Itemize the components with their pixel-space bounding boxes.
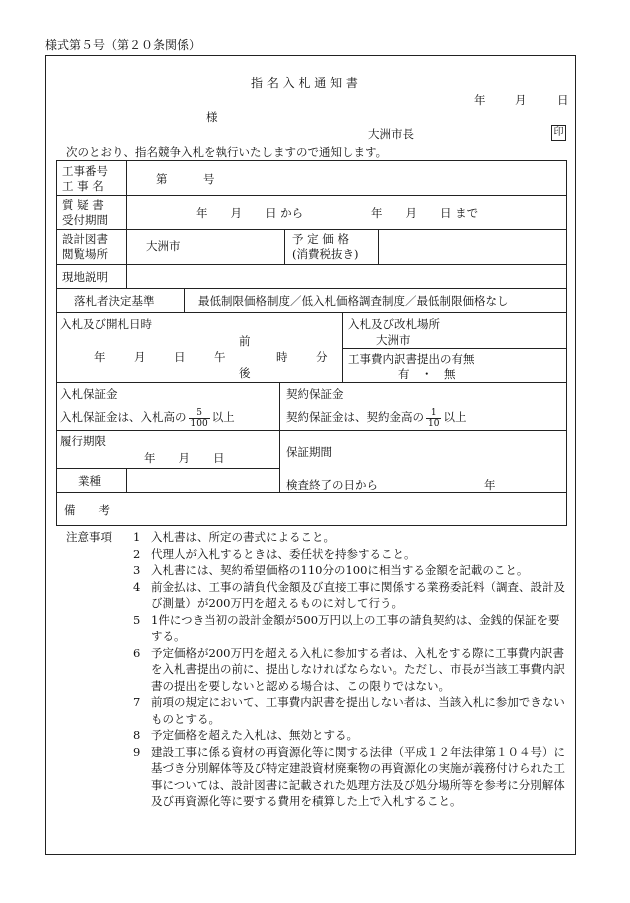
note-text: 入札書には、契約希望価格の110分の100に相当する金額を記載のこと。: [151, 563, 529, 577]
place-label: 入札及び改札場所: [348, 317, 440, 331]
breakdown-value: 有 ・ 無: [398, 367, 456, 381]
question-label-2: 受付期間: [62, 213, 108, 227]
remarks-label: 備 考: [64, 503, 110, 517]
note-number: 2: [133, 546, 141, 561]
date-day: 日: [557, 93, 569, 107]
note-number: 9: [133, 744, 141, 759]
planned-price-label: 予 定 価 格: [292, 232, 349, 246]
contract-guarantee-suffix: 以上: [443, 410, 467, 424]
sender: 大洲市長: [368, 127, 414, 141]
breakdown-label: 工事費内訳書提出の有無: [348, 352, 475, 366]
note-item: [133, 529, 571, 546]
warranty-year: 年: [484, 478, 496, 492]
question-label-1: 質 疑 書: [62, 198, 104, 212]
note-text: 予定価格が200万円を超える入札に参加する者は、入札をする際に工事費内訳書を入札書提出の前に、提出しなければならない。ただし、市長が当該工事費内訳書の提出を要しないと認める場合は、この限りではない。: [151, 645, 565, 693]
note-text: 1件につき当初の設計金額が500万円以上の工事の請負契約は、金銭的保証を要する。: [151, 612, 560, 643]
contract-guarantee-den: 10: [428, 418, 440, 429]
contract-guarantee-label: 契約保証金: [286, 387, 344, 401]
design-label-1: 設計図書: [62, 232, 108, 246]
warranty-from: 検査終了の日から: [286, 478, 378, 492]
info-table: [56, 160, 567, 526]
note-item: [133, 546, 571, 563]
contract-guarantee-text: 契約保証金は、契約金高の: [286, 410, 424, 424]
bid-guarantee-fraction: [189, 408, 210, 429]
period-to: 年 月 日 まで: [371, 206, 479, 220]
note-text: 前金払は、工事の請負代金額及び直接工事に関係する業務委託料（調査、設計及び測量）が200万円を超えるものに対して行う。: [151, 579, 565, 610]
note-item: [133, 744, 571, 810]
design-label-2: 閲覧場所: [62, 247, 108, 261]
deadline-value: 年 月 日: [144, 451, 225, 465]
opening-hour: 時: [276, 350, 288, 364]
opening-noon: 午: [214, 350, 226, 364]
note-number: 3: [133, 563, 141, 577]
contract-guarantee-rule: [286, 406, 466, 429]
opening-pm: 後: [239, 366, 251, 380]
work-no-dai: 第: [156, 172, 168, 186]
notes-label: 注意事項: [66, 530, 112, 544]
note-number: 6: [133, 645, 141, 660]
notice-form: [45, 55, 576, 855]
planned-price-note: (消費税抜き): [292, 247, 359, 261]
bid-guarantee-text: 入札保証金は、入札高の: [60, 410, 187, 424]
opening-min: 分: [316, 350, 328, 364]
note-number: 7: [133, 695, 141, 709]
seal-mark: 印: [551, 125, 566, 141]
note-text: 予定価格を超えた入札は、無効とする。: [151, 728, 358, 742]
note-item: [133, 579, 571, 612]
winner-label: 落札者決定基準: [74, 294, 155, 308]
opening-year: 年: [94, 350, 106, 364]
note-number: 5: [133, 612, 141, 627]
opening-month: 月: [134, 350, 146, 364]
note-item: [133, 612, 571, 645]
note-number: 4: [133, 579, 141, 594]
winner-value: 最低制限価格制度／低入札価格調査制度／最低制限価格なし: [198, 294, 509, 308]
intro-text: 次のとおり、指名競争入札を執行いたしますので通知します。: [66, 145, 388, 159]
page-title: 指 名 入 札 通 知 書: [251, 76, 358, 90]
place-value: 大洲市: [376, 333, 411, 347]
note-text: 前項の規定において、工事費内訳書を提出しない者は、当該入札に参加できないものとする。: [151, 695, 565, 726]
bid-guarantee-num: 5: [189, 408, 210, 419]
bid-guarantee-suffix: 以上: [211, 410, 235, 424]
notes-list: [133, 529, 571, 810]
work-no-go: 号: [203, 172, 215, 186]
note-item: [133, 727, 571, 744]
industry-label: 業種: [78, 474, 101, 488]
note-item: [133, 645, 571, 695]
opening-label: 入札及び開札日時: [60, 317, 152, 331]
work-name-label: 工 事 名: [62, 179, 104, 193]
bid-guarantee-den: 100: [190, 418, 208, 429]
note-number: 1: [133, 530, 141, 544]
form-header: 様式第５号（第２０条関係）: [45, 38, 202, 52]
note-number: 8: [133, 728, 141, 742]
contract-guarantee-num: 1: [426, 408, 441, 419]
contract-guarantee-fraction: [426, 408, 441, 429]
note-text: 建設工事に係る資材の再資源化等に関する法律（平成１２年法律第１０４号）に基づき分別解体等及び特定建設資材廃棄物の再資源化の実施が義務付けられた工事については、設計図書に記載された処理方法及び処分場所等を参考に分別解体及び再資源化等に要する費用を積算した上で入札すること。: [151, 744, 565, 808]
site-label: 現地説明: [62, 270, 108, 284]
design-place: 大洲市: [146, 239, 181, 253]
warranty-label: 保証期間: [286, 445, 332, 459]
note-item: [133, 562, 571, 579]
note-text: 代理人が入札するときは、委任状を持参すること。: [151, 546, 416, 561]
bid-guarantee-label: 入札保証金: [60, 387, 118, 401]
work-no-label: 工事番号: [62, 164, 108, 178]
note-item: [133, 694, 571, 727]
opening-day: 日: [174, 350, 186, 364]
deadline-label: 履行期限: [60, 434, 106, 448]
date-month: 月: [515, 93, 527, 107]
opening-am: 前: [239, 334, 251, 348]
note-text: 入札書は、所定の書式によること。: [151, 530, 335, 544]
period-from: 年 月 日 から: [196, 206, 304, 220]
addressee-suffix: 様: [206, 110, 218, 124]
date-year: 年: [474, 93, 486, 107]
bid-guarantee-rule: [60, 406, 235, 429]
